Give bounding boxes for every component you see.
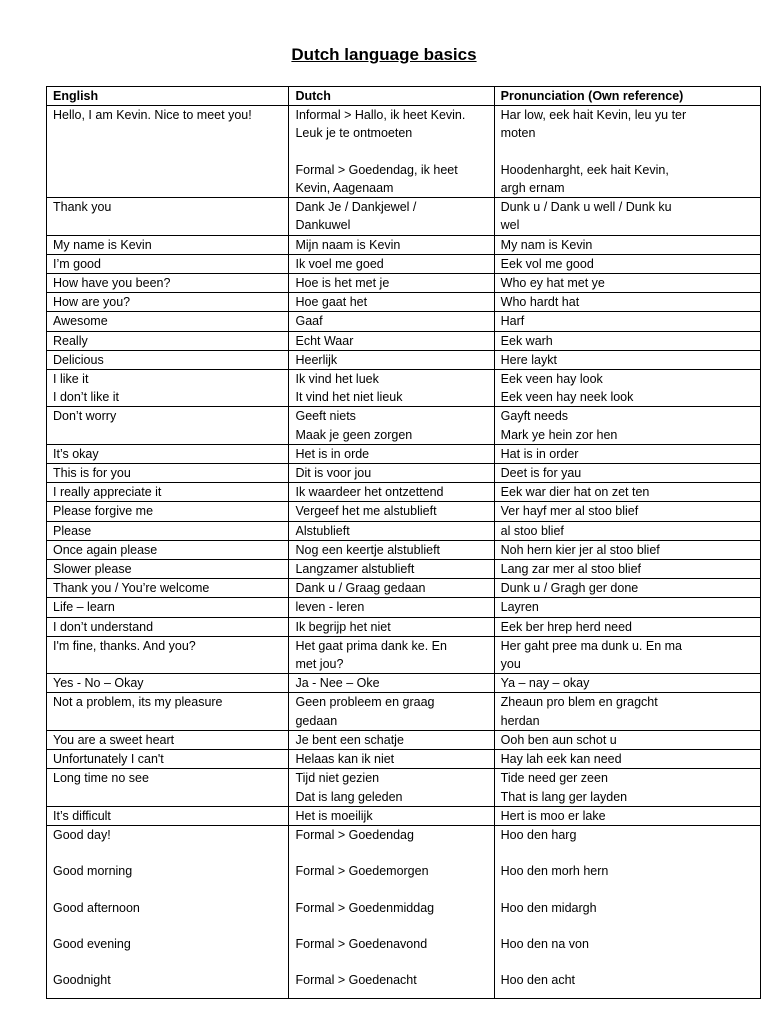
- pronunciation-cell: [494, 617, 760, 636]
- cell-line: Goodnight: [53, 973, 111, 988]
- cell-line: Langzamer alstublieft: [295, 562, 415, 577]
- cell-line: [501, 143, 754, 161]
- cell-line: How are you?: [53, 295, 131, 310]
- english-cell: [47, 198, 289, 235]
- dutch-cell: [289, 331, 494, 350]
- cell-line: Formal > Goedendag, ik heet: [295, 162, 458, 177]
- cell-line: [295, 881, 487, 899]
- pronunciation-cell: [494, 293, 760, 312]
- cell-line: You are a sweet heart: [53, 732, 175, 747]
- pronunciation-cell: [494, 693, 760, 730]
- table-row: [47, 560, 761, 579]
- cell-line: moten: [500, 126, 536, 141]
- pronunciation-cell: [494, 730, 760, 749]
- cell-line: Dankuwel: [295, 218, 351, 233]
- cell-line: Formal > Goedemorgen: [295, 864, 429, 879]
- cell-line: Eek vol me good: [500, 256, 594, 271]
- cell-line: Ver hayf mer al stoo blief: [500, 504, 639, 519]
- table-row: [47, 198, 761, 235]
- cell-line: Hello, I am Kevin. Nice to meet you!: [53, 108, 252, 123]
- dutch-cell: [289, 750, 494, 769]
- dutch-cell: [289, 598, 494, 617]
- cell-line: al stoo blief: [500, 523, 564, 538]
- table-row: [47, 806, 761, 825]
- dutch-cell: [289, 483, 494, 502]
- cell-line: Good day!: [53, 827, 111, 842]
- pronunciation-cell: [494, 274, 760, 293]
- cell-line: Ik begrijp het niet: [295, 619, 391, 634]
- pronunciation-cell: [494, 750, 760, 769]
- cell-line: Hoodenharght, eek hait Kevin,: [500, 162, 669, 177]
- dutch-cell: [289, 235, 494, 254]
- pronunciation-cell: [494, 825, 760, 998]
- cell-line: Hoo den harg: [500, 827, 577, 842]
- cell-line: Hoo den midargh: [500, 900, 597, 915]
- english-cell: [47, 693, 289, 730]
- cell-line: Hoo den acht: [500, 973, 576, 988]
- english-cell: [47, 521, 289, 540]
- dutch-cell: [289, 825, 494, 998]
- cell-line: I’m good: [53, 256, 101, 271]
- pronunciation-cell: [494, 312, 760, 331]
- cell-line: Who ey hat met ye: [500, 276, 605, 291]
- table-row: [47, 636, 761, 673]
- cell-line: Deet is for yau: [500, 466, 582, 481]
- cell-line: Hoo den na von: [500, 937, 589, 952]
- cell-line: Slower please: [53, 562, 132, 577]
- cell-line: I don’t like it: [53, 390, 120, 405]
- dutch-cell: [289, 407, 494, 444]
- cell-line: Zheaun pro blem en gragcht: [500, 695, 658, 710]
- cell-line: argh ernam: [500, 181, 565, 195]
- cell-line: Hert is moo er lake: [500, 808, 606, 823]
- cell-line: Eek veen hay look: [500, 372, 603, 387]
- cell-line: I like it: [53, 372, 89, 387]
- cell-line: Dat is lang geleden: [295, 789, 403, 804]
- cell-line: Awesome: [53, 314, 108, 329]
- pronunciation-cell: [494, 674, 760, 693]
- cell-line: It’s difficult: [53, 808, 111, 823]
- dutch-cell: [289, 693, 494, 730]
- cell-line: wel: [500, 218, 520, 233]
- pronunciation-cell: [494, 540, 760, 559]
- english-cell: [47, 464, 289, 483]
- cell-line: Good afternoon: [53, 900, 140, 915]
- cell-line: [501, 881, 754, 899]
- cell-line: Ja - Nee – Oke: [295, 676, 380, 691]
- cell-line: Dank Je / Dankjewel /: [295, 200, 417, 215]
- pronunciation-cell: [494, 198, 760, 235]
- dutch-cell: [289, 521, 494, 540]
- cell-line: Please forgive me: [53, 504, 154, 519]
- cell-line: It vind het niet lieuk: [295, 390, 403, 405]
- cell-line: Her gaht pree ma dunk u. En ma: [500, 638, 683, 653]
- cell-line: I'm fine, thanks. And you?: [53, 638, 196, 653]
- cell-line: Ik waardeer het ontzettend: [295, 485, 444, 500]
- dutch-cell: [289, 464, 494, 483]
- cell-line: Het gaat prima dank ke. En: [295, 638, 447, 653]
- header-english: English: [47, 87, 289, 106]
- cell-line: [295, 143, 487, 161]
- cell-line: That is lang ger layden: [500, 789, 628, 804]
- cell-line: Formal > Goedenmiddag: [295, 900, 435, 915]
- table-row: [47, 106, 761, 198]
- english-cell: [47, 444, 289, 463]
- pronunciation-cell: [494, 407, 760, 444]
- english-cell: [47, 483, 289, 502]
- dutch-cell: [289, 293, 494, 312]
- english-cell: [47, 254, 289, 273]
- cell-line: How have you been?: [53, 276, 171, 291]
- table-row: [47, 730, 761, 749]
- pronunciation-cell: [494, 636, 760, 673]
- cell-line: Yes - No – Okay: [53, 676, 144, 691]
- table-row: [47, 464, 761, 483]
- cell-line: [501, 917, 754, 935]
- pronunciation-cell: [494, 521, 760, 540]
- english-cell: [47, 540, 289, 559]
- pronunciation-cell: [494, 560, 760, 579]
- pronunciation-cell: [494, 483, 760, 502]
- english-cell: [47, 617, 289, 636]
- pronunciation-cell: [494, 444, 760, 463]
- table-row: [47, 674, 761, 693]
- cell-line: This is for you: [53, 466, 131, 481]
- dutch-cell: [289, 106, 494, 198]
- pronunciation-cell: [494, 235, 760, 254]
- english-cell: [47, 331, 289, 350]
- cell-line: Geeft niets: [295, 409, 356, 424]
- cell-line: Delicious: [53, 352, 104, 367]
- english-cell: [47, 769, 289, 806]
- cell-line: [53, 881, 282, 899]
- cell-line: Eek war dier hat on zet ten: [500, 485, 650, 500]
- cell-line: Ya – nay – okay: [500, 676, 590, 691]
- table-row: [47, 312, 761, 331]
- cell-line: Ik voel me goed: [295, 256, 384, 271]
- cell-line: Eek ber hrep herd need: [500, 619, 632, 634]
- cell-line: Geen probleem en graag: [295, 695, 435, 710]
- english-cell: [47, 560, 289, 579]
- cell-line: Alstublieft: [295, 523, 350, 538]
- cell-line: herdan: [500, 713, 540, 728]
- cell-line: gedaan: [295, 713, 338, 728]
- cell-line: [295, 917, 487, 935]
- cell-line: Formal > Goedendag: [295, 827, 414, 842]
- cell-line: Really: [53, 333, 88, 348]
- table-header-row: [47, 87, 761, 106]
- pronunciation-cell: [494, 769, 760, 806]
- english-cell: [47, 274, 289, 293]
- english-cell: [47, 598, 289, 617]
- dutch-cell: [289, 674, 494, 693]
- table-row: [47, 750, 761, 769]
- cell-line: you: [500, 657, 521, 672]
- cell-line: Formal > Goedenavond: [295, 937, 428, 952]
- cell-line: [295, 953, 487, 971]
- header-pronunciation: Pronunciation (Own reference): [494, 87, 760, 106]
- english-cell: [47, 502, 289, 521]
- cell-line: Unfortunately I can't: [53, 752, 164, 767]
- dutch-cell: [289, 370, 494, 407]
- dutch-cell: [289, 560, 494, 579]
- cell-line: Dank u / Graag gedaan: [295, 581, 426, 596]
- english-cell: [47, 106, 289, 198]
- cell-line: Tide need ger zeen: [500, 771, 608, 786]
- table-row: [47, 407, 761, 444]
- table-row: [47, 444, 761, 463]
- dutch-cell: [289, 730, 494, 749]
- header-dutch: Dutch: [289, 87, 494, 106]
- cell-line: Eek veen hay neek look: [500, 390, 634, 405]
- dutch-cell: [289, 198, 494, 235]
- cell-line: Leuk je te ontmoeten: [295, 126, 413, 141]
- table-row: [47, 331, 761, 350]
- cell-line: Het is in orde: [295, 446, 370, 461]
- english-cell: [47, 407, 289, 444]
- dutch-cell: [289, 254, 494, 273]
- cell-line: Informal > Hallo, ik heet Kevin.: [295, 108, 466, 123]
- cell-line: Thank you: [53, 200, 112, 215]
- cell-line: [53, 917, 282, 935]
- table-row: [47, 350, 761, 369]
- cell-line: Thank you / You’re welcome: [53, 581, 210, 596]
- cell-line: Once again please: [53, 542, 158, 557]
- table-body: [47, 106, 761, 998]
- cell-line: Layren: [500, 600, 539, 615]
- cell-line: Har low, eek hait Kevin, leu yu ter: [500, 108, 687, 123]
- cell-line: Gaaf: [295, 314, 323, 329]
- cell-line: My nam is Kevin: [500, 237, 593, 252]
- table-row: [47, 769, 761, 806]
- cell-line: [53, 844, 282, 862]
- cell-line: My name is Kevin: [53, 237, 152, 252]
- cell-line: Mark ye hein zor hen: [500, 427, 618, 442]
- cell-line: Mijn naam is Kevin: [295, 237, 401, 252]
- pronunciation-cell: [494, 598, 760, 617]
- cell-line: Harf: [500, 314, 525, 329]
- cell-line: Dit is voor jou: [295, 466, 372, 481]
- dutch-cell: [289, 806, 494, 825]
- cell-line: It’s okay: [53, 446, 99, 461]
- cell-line: Tijd niet gezien: [295, 771, 380, 786]
- dutch-cell: [289, 636, 494, 673]
- cell-line: [295, 844, 487, 862]
- english-cell: [47, 235, 289, 254]
- cell-line: [501, 844, 754, 862]
- table-row: [47, 579, 761, 598]
- dutch-cell: [289, 579, 494, 598]
- pronunciation-cell: [494, 502, 760, 521]
- table-row: [47, 598, 761, 617]
- cell-line: Life – learn: [53, 600, 115, 615]
- page-title: Dutch language basics: [291, 45, 477, 64]
- english-cell: [47, 579, 289, 598]
- cell-line: Noh hern kier jer al stoo blief: [500, 542, 660, 557]
- pronunciation-cell: [494, 350, 760, 369]
- english-cell: [47, 730, 289, 749]
- table-row: [47, 521, 761, 540]
- pronunciation-cell: [494, 106, 760, 198]
- cell-line: Not a problem, its my pleasure: [53, 695, 223, 710]
- dutch-cell: [289, 350, 494, 369]
- pronunciation-cell: [494, 370, 760, 407]
- cell-line: Heerlijk: [295, 352, 338, 367]
- table-row: [47, 293, 761, 312]
- cell-line: Hoe gaat het: [295, 295, 368, 310]
- cell-line: Gayft needs: [500, 409, 569, 424]
- pronunciation-cell: [494, 579, 760, 598]
- dutch-cell: [289, 444, 494, 463]
- cell-line: Here laykt: [500, 352, 557, 367]
- pronunciation-cell: [494, 331, 760, 350]
- dutch-cell: [289, 274, 494, 293]
- cell-line: [53, 953, 282, 971]
- cell-line: Long time no see: [53, 771, 149, 786]
- cell-line: Ik vind het luek: [295, 372, 379, 387]
- cell-line: Don’t worry: [53, 409, 117, 424]
- english-cell: [47, 674, 289, 693]
- table-row: [47, 235, 761, 254]
- table-row: [47, 502, 761, 521]
- cell-line: Formal > Goedenacht: [295, 973, 417, 988]
- cell-line: leven - leren: [295, 600, 365, 615]
- pronunciation-cell: [494, 254, 760, 273]
- cell-line: Good morning: [53, 864, 133, 879]
- pronunciation-cell: [494, 806, 760, 825]
- english-cell: [47, 312, 289, 331]
- english-cell: [47, 806, 289, 825]
- dutch-cell: [289, 540, 494, 559]
- cell-line: Kevin, Aagenaam: [295, 181, 394, 195]
- cell-line: Who hardt hat: [500, 295, 580, 310]
- english-cell: [47, 293, 289, 312]
- table-row: [47, 540, 761, 559]
- cell-line: Het is moeilijk: [295, 808, 373, 823]
- english-cell: [47, 636, 289, 673]
- pronunciation-cell: [494, 464, 760, 483]
- table-row: [47, 483, 761, 502]
- cell-line: Lang zar mer al stoo blief: [500, 562, 642, 577]
- cell-line: Hoe is het met je: [295, 276, 390, 291]
- table-row: [47, 254, 761, 273]
- cell-line: Echt Waar: [295, 333, 354, 348]
- cell-line: Dunk u / Dank u well / Dunk ku: [500, 200, 672, 215]
- vocabulary-table: [46, 86, 761, 999]
- cell-line: Helaas kan ik niet: [295, 752, 395, 767]
- cell-line: Je bent een schatje: [295, 732, 404, 747]
- cell-line: Please: [53, 523, 92, 538]
- cell-line: met jou?: [295, 657, 344, 672]
- cell-line: [501, 953, 754, 971]
- dutch-cell: [289, 502, 494, 521]
- cell-line: Eek warh: [500, 333, 553, 348]
- table-row: [47, 617, 761, 636]
- table-row: [47, 825, 761, 998]
- cell-line: I don’t understand: [53, 619, 154, 634]
- cell-line: Good evening: [53, 937, 131, 952]
- cell-line: Hay lah eek kan need: [500, 752, 622, 767]
- table-row: [47, 693, 761, 730]
- english-cell: [47, 370, 289, 407]
- english-cell: [47, 350, 289, 369]
- cell-line: Nog een keertje alstublieft: [295, 542, 441, 557]
- table-row: [47, 370, 761, 407]
- cell-line: Dunk u / Gragh ger done: [500, 581, 639, 596]
- dutch-cell: [289, 312, 494, 331]
- cell-line: Ooh ben aun schot u: [500, 732, 617, 747]
- dutch-cell: [289, 769, 494, 806]
- cell-line: Hat is in order: [500, 446, 579, 461]
- cell-line: I really appreciate it: [53, 485, 162, 500]
- cell-line: Hoo den morh hern: [500, 864, 609, 879]
- dutch-cell: [289, 617, 494, 636]
- cell-line: Vergeef het me alstublieft: [295, 504, 437, 519]
- table-row: [47, 274, 761, 293]
- cell-line: Maak je geen zorgen: [295, 427, 413, 442]
- english-cell: [47, 825, 289, 998]
- english-cell: [47, 750, 289, 769]
